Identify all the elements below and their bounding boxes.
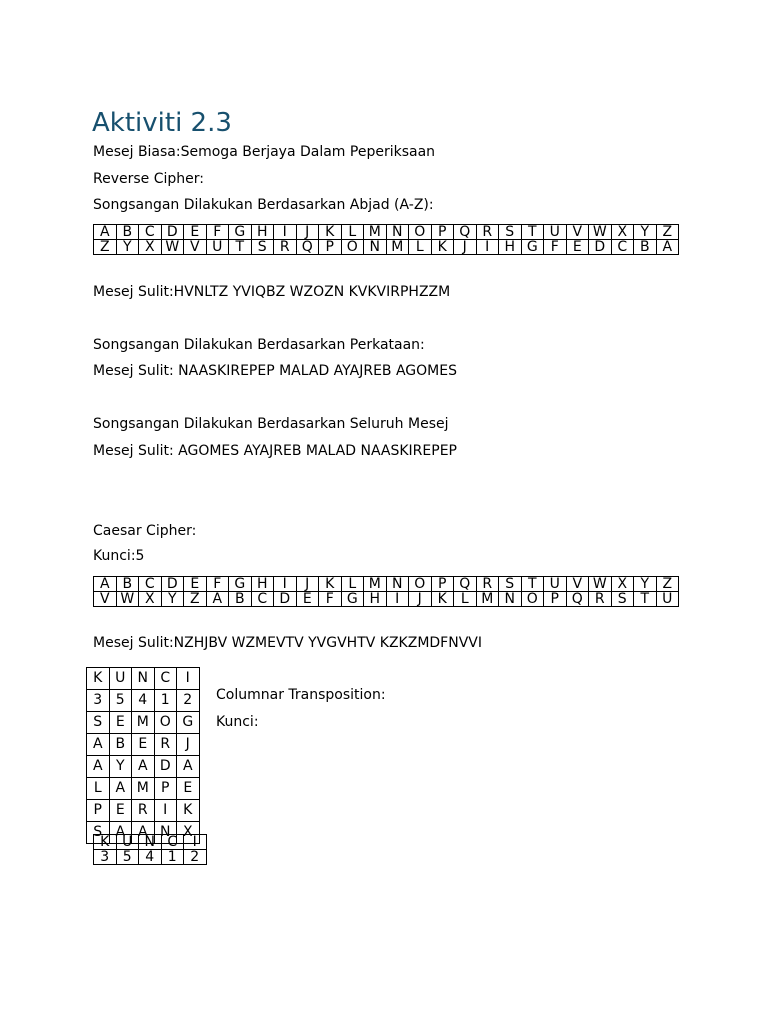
table-cell: X xyxy=(611,225,634,240)
table-cell: 5 xyxy=(109,690,132,712)
table-cell: I xyxy=(274,225,297,240)
table-cell: I xyxy=(476,240,499,255)
table-cell: V xyxy=(566,225,589,240)
table-cell: G xyxy=(521,240,544,255)
table-cell: R xyxy=(154,734,177,756)
table-cell: C xyxy=(251,592,274,607)
table-row xyxy=(94,835,207,850)
columnar-table xyxy=(86,667,200,844)
table-cell: Q xyxy=(454,577,477,592)
caesar-table xyxy=(93,576,679,607)
table-cell: 4 xyxy=(139,850,162,865)
table-cell: L xyxy=(409,240,432,255)
table-row xyxy=(87,690,200,712)
table-cell: C xyxy=(139,577,162,592)
table-cell: R xyxy=(274,240,297,255)
table-cell: S xyxy=(87,712,110,734)
alphabet-row xyxy=(94,225,679,240)
table-cell: D xyxy=(161,577,184,592)
table-cell: N xyxy=(499,592,522,607)
table-cell: B xyxy=(109,734,132,756)
table-cell: P xyxy=(431,225,454,240)
table-cell: J xyxy=(409,592,432,607)
table-cell: P xyxy=(431,577,454,592)
table-cell: A xyxy=(87,756,110,778)
table-cell: T xyxy=(634,592,657,607)
table-cell: Y xyxy=(109,756,132,778)
table-cell: E xyxy=(566,240,589,255)
table-cell: A xyxy=(109,778,132,800)
table-cell: K xyxy=(94,835,117,850)
table-cell: 2 xyxy=(184,850,207,865)
table-cell: P xyxy=(87,800,110,822)
table-cell: J xyxy=(296,577,319,592)
table-cell: 2 xyxy=(177,690,200,712)
table-cell: S xyxy=(611,592,634,607)
table-cell: F xyxy=(206,225,229,240)
table-cell: X xyxy=(611,577,634,592)
table-cell: S xyxy=(251,240,274,255)
table-cell: X xyxy=(139,240,162,255)
key-order-table xyxy=(93,834,207,865)
table-cell: R xyxy=(589,592,612,607)
table-cell: R xyxy=(476,577,499,592)
table-cell: Q xyxy=(566,592,589,607)
table-cell: O xyxy=(409,577,432,592)
table-cell: K xyxy=(431,592,454,607)
table-cell: 3 xyxy=(87,690,110,712)
table-cell: T xyxy=(521,225,544,240)
table-cell: W xyxy=(589,577,612,592)
table-cell: I xyxy=(177,668,200,690)
table-cell: E xyxy=(132,734,155,756)
table-cell: D xyxy=(274,592,297,607)
table-cell: K xyxy=(319,577,342,592)
table-cell: E xyxy=(109,712,132,734)
table-cell: 3 xyxy=(94,850,117,865)
table-cell: D xyxy=(154,756,177,778)
table-cell: A xyxy=(87,734,110,756)
table-cell: Y xyxy=(634,577,657,592)
table-cell: C xyxy=(611,240,634,255)
table-cell: P xyxy=(544,592,567,607)
table-cell: Z xyxy=(94,240,117,255)
reverse-cipher-heading: Reverse Cipher: xyxy=(93,171,204,187)
reverse-word-caption: Songsangan Dilakukan Berdasarkan Perkataan: xyxy=(93,337,425,353)
table-cell: G xyxy=(229,225,252,240)
table-cell: N xyxy=(386,225,409,240)
table-cell: B xyxy=(116,577,139,592)
table-cell: Y xyxy=(116,240,139,255)
table-cell: B xyxy=(634,240,657,255)
table-cell: T xyxy=(229,240,252,255)
table-cell: D xyxy=(161,225,184,240)
table-row xyxy=(87,734,200,756)
table-cell: C xyxy=(161,835,184,850)
reverse-whole-secret: Mesej Sulit: AGOMES AYAJREB MALAD NAASKIREPEP xyxy=(93,443,457,459)
table-cell: F xyxy=(206,577,229,592)
alphabet-row xyxy=(94,592,679,607)
table-cell: P xyxy=(154,778,177,800)
table-cell: A xyxy=(132,756,155,778)
table-cell: E xyxy=(109,800,132,822)
table-cell: N xyxy=(386,577,409,592)
reverse-alphabet-secret: Mesej Sulit:HVNLTZ YVIQBZ WZOZN KVKVIRPHZZM xyxy=(93,284,451,300)
table-cell: H xyxy=(251,577,274,592)
table-cell: I xyxy=(274,577,297,592)
table-cell: U xyxy=(656,592,679,607)
table-cell: B xyxy=(229,592,252,607)
table-cell: A xyxy=(206,592,229,607)
table-row xyxy=(94,850,207,865)
table-cell: I xyxy=(154,800,177,822)
table-cell: U xyxy=(109,668,132,690)
table-cell: 1 xyxy=(161,850,184,865)
table-cell: A xyxy=(177,756,200,778)
table-cell: X xyxy=(139,592,162,607)
table-cell: V xyxy=(94,592,117,607)
table-cell: N xyxy=(154,822,177,844)
reverse-alphabet-table xyxy=(93,224,679,255)
table-cell: V xyxy=(566,577,589,592)
table-cell: J xyxy=(177,734,200,756)
table-cell: M xyxy=(132,712,155,734)
table-cell: L xyxy=(341,225,364,240)
table-row xyxy=(87,800,200,822)
table-cell: Y xyxy=(634,225,657,240)
alphabet-row xyxy=(94,240,679,255)
table-cell: U xyxy=(206,240,229,255)
table-cell: D xyxy=(589,240,612,255)
table-cell: W xyxy=(589,225,612,240)
table-cell: 4 xyxy=(132,690,155,712)
table-cell: F xyxy=(544,240,567,255)
table-cell: H xyxy=(499,240,522,255)
table-cell: K xyxy=(87,668,110,690)
table-cell: C xyxy=(154,668,177,690)
table-cell: V xyxy=(184,240,207,255)
table-cell: E xyxy=(177,778,200,800)
table-cell: H xyxy=(364,592,387,607)
table-cell: M xyxy=(476,592,499,607)
table-cell: U xyxy=(116,835,139,850)
table-cell: S xyxy=(499,225,522,240)
table-cell: A xyxy=(109,822,132,844)
table-cell: G xyxy=(341,592,364,607)
table-cell: F xyxy=(319,592,342,607)
table-cell: Y xyxy=(161,592,184,607)
table-cell: K xyxy=(177,800,200,822)
table-cell: H xyxy=(251,225,274,240)
reverse-whole-caption: Songsangan Dilakukan Berdasarkan Seluruh Mesej xyxy=(93,416,449,432)
table-cell: U xyxy=(544,577,567,592)
table-cell: S xyxy=(87,822,110,844)
table-row xyxy=(87,668,200,690)
table-cell: W xyxy=(116,592,139,607)
table-cell: G xyxy=(229,577,252,592)
alphabet-row xyxy=(94,577,679,592)
table-cell: E xyxy=(184,225,207,240)
table-cell: M xyxy=(386,240,409,255)
reverse-alphabet-caption: Songsangan Dilakukan Berdasarkan Abjad (A-Z): xyxy=(93,197,434,213)
table-cell: T xyxy=(521,577,544,592)
reverse-word-secret: Mesej Sulit: NAASKIREPEP MALAD AYAJREB AGOMES xyxy=(93,363,457,379)
table-row xyxy=(87,712,200,734)
caesar-cipher-heading: Caesar Cipher: xyxy=(93,523,197,539)
table-cell: A xyxy=(94,225,117,240)
table-cell: N xyxy=(132,668,155,690)
table-cell: O xyxy=(341,240,364,255)
table-cell: M xyxy=(364,577,387,592)
caesar-key: Kunci:5 xyxy=(93,548,145,564)
table-cell: Z xyxy=(656,577,679,592)
table-cell: Q xyxy=(296,240,319,255)
table-cell: O xyxy=(521,592,544,607)
table-cell: P xyxy=(319,240,342,255)
table-cell: E xyxy=(184,577,207,592)
table-cell: M xyxy=(364,225,387,240)
table-cell: J xyxy=(296,225,319,240)
columnar-heading: Columnar Transposition: xyxy=(216,687,386,703)
table-cell: A xyxy=(132,822,155,844)
table-row xyxy=(87,778,200,800)
table-cell: C xyxy=(139,225,162,240)
table-cell: 1 xyxy=(154,690,177,712)
table-cell: I xyxy=(184,835,207,850)
table-cell: O xyxy=(409,225,432,240)
table-cell: N xyxy=(139,835,162,850)
table-cell: R xyxy=(476,225,499,240)
table-cell: X xyxy=(177,822,200,844)
table-cell: K xyxy=(431,240,454,255)
table-cell: S xyxy=(499,577,522,592)
table-cell: L xyxy=(454,592,477,607)
table-cell: W xyxy=(161,240,184,255)
columnar-key-label: Kunci: xyxy=(216,714,259,730)
table-cell: N xyxy=(364,240,387,255)
table-cell: O xyxy=(154,712,177,734)
table-cell: U xyxy=(544,225,567,240)
table-cell: I xyxy=(386,592,409,607)
table-cell: L xyxy=(341,577,364,592)
table-cell: 5 xyxy=(116,850,139,865)
table-cell: J xyxy=(454,240,477,255)
table-cell: Q xyxy=(454,225,477,240)
table-cell: G xyxy=(177,712,200,734)
table-cell: Z xyxy=(184,592,207,607)
caesar-secret: Mesej Sulit:NZHJBV WZMEVTV YVGVHTV KZKZMDFNVVI xyxy=(93,635,482,651)
table-cell: K xyxy=(319,225,342,240)
table-cell: Z xyxy=(656,225,679,240)
table-row xyxy=(87,756,200,778)
table-cell: E xyxy=(296,592,319,607)
table-cell: L xyxy=(87,778,110,800)
table-cell: B xyxy=(116,225,139,240)
table-cell: M xyxy=(132,778,155,800)
plain-message: Mesej Biasa:Semoga Berjaya Dalam Peperiksaan xyxy=(93,144,436,160)
page-title: Aktiviti 2.3 xyxy=(92,108,232,138)
table-cell: A xyxy=(94,577,117,592)
table-cell: A xyxy=(656,240,679,255)
table-cell: R xyxy=(132,800,155,822)
